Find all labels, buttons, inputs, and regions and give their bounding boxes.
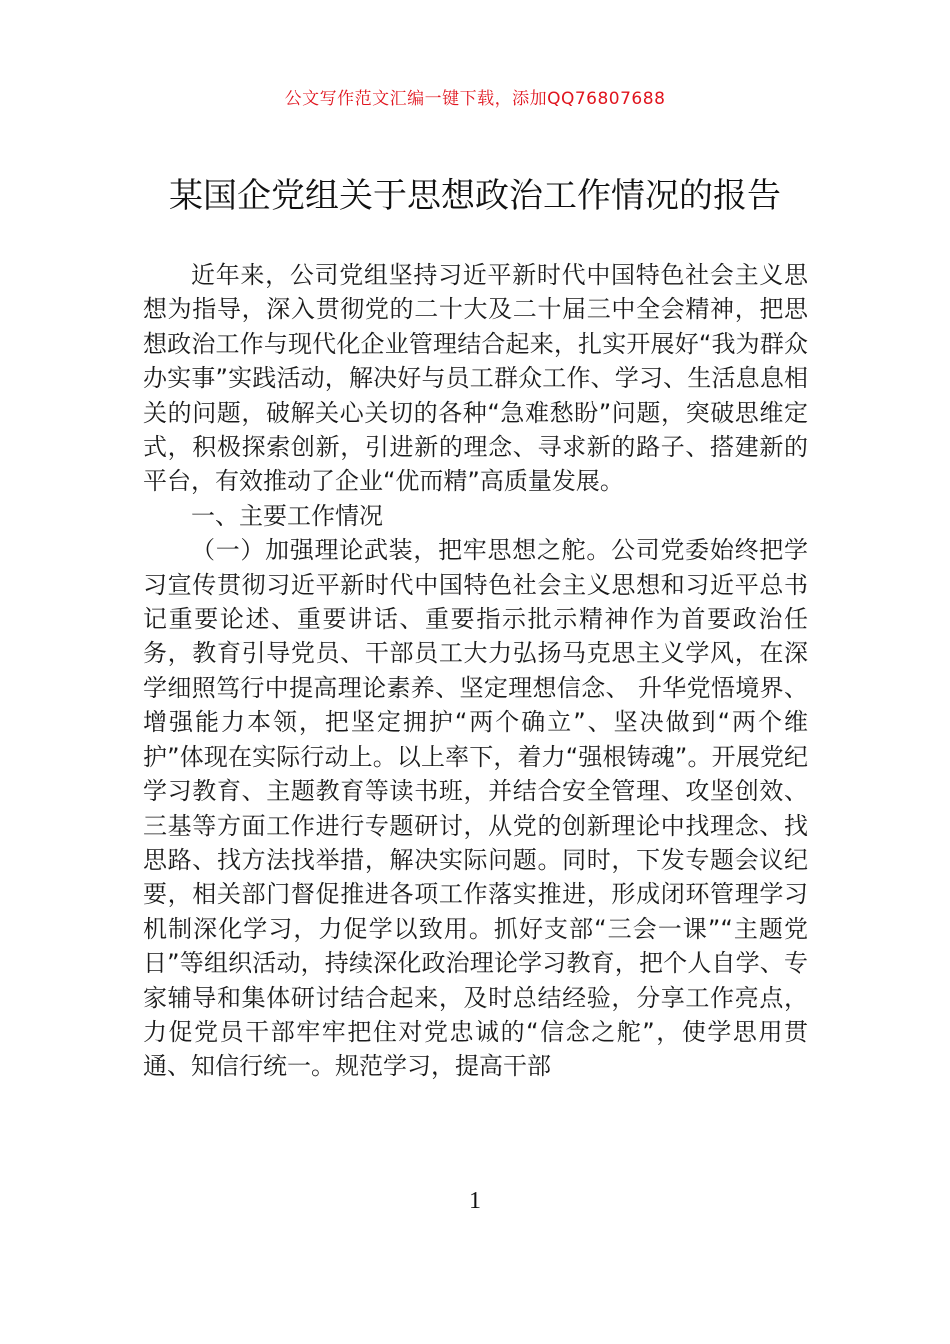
intro-paragraph: 近年来，公司党组坚持习近平新时代中国特色社会主义思想为指导，深入贯彻党的二十大及二十届三中全会精神，把思想政治工作与现代化企业管理结合起来，扎实开展好“我为群众办实事”实践活动，解决好与员工群众工作、学习、生活息息相关的问题，破解关心关切的各种“急难愁盼”问题，突破思维定式，积极探索创新，引进新的理念、寻求新的路子、搭建新的平台，有效推动了企业“优而精”高质量发展。	[143, 261, 808, 496]
section-paragraph: （一）加强理论武装，把牢思想之舵。公司党委始终把学习宣传贯彻习近平新时代中国特色社会主义思想和习近平总书记重要论述、重要讲话、重要指示批示精神作为首要政治任务，教育引导党员、干部员工大力弘扬马克思主义学风，在深学细照笃行中提高理论素养、坚定理想信念、 升华党悟境界、增强能力本领，把坚定拥护“两个确立”、坚决做到“两个维护”体现在实际行动上。以上率下，着力“强根铸魂”。开展党纪学习教育、主题教育等读书班，并结合安全管理、攻坚创效、三基等方面工作进行专题研讨，从党的创新理论中找理念、找思路、找方法找举措，解决实际问题。同时，下发专题会议纪要，相关部门督促推进各项工作落实推进，形成闭环管理学习机制深化学习，力促学以致用。抓好支部“三会一课”“主题党日”等组织活动，持续深化政治理论学习教育，把个人自学、专家辅导和集体研讨结合起来，及时总结经验，分享工作亮点，力促党员干部牢牢把住对党忠诚的“信念之舵”，使学思用贯通、知信行统一。规范学习，提高干部	[143, 536, 808, 1081]
download-notice: 公文写作范文汇编一键下载，添加QQ76807688	[284, 89, 666, 109]
document-body	[143, 258, 808, 1084]
page-number: 1	[469, 1188, 481, 1214]
document-title: 某国企党组关于思想政治工作情况的报告	[169, 176, 781, 216]
section-heading: 一、主要工作情况	[191, 501, 383, 530]
